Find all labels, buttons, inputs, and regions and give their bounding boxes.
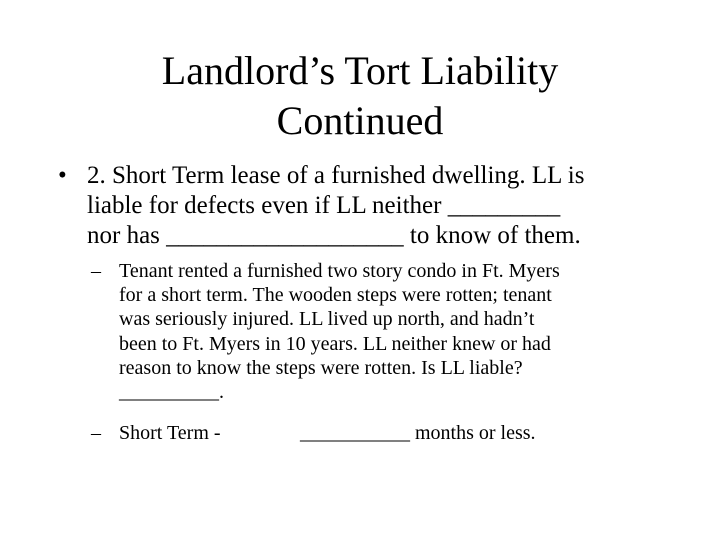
sub-bullet-example-line-4: been to Ft. Myers in 10 years. LL neither knew or had — [119, 332, 551, 355]
sub-bullet-marker: – — [91, 422, 101, 444]
sub-bullet-example-line-6: __________. — [119, 381, 224, 404]
sub-bullet-example-text — [119, 259, 679, 404]
main-bullet-line-1: 2. Short Term lease of a furnished dwelling. LL is — [87, 162, 585, 189]
short-term-blank-text: ___________ months or less. — [300, 422, 536, 444]
slide-title-line-2: Continued — [276, 98, 444, 143]
sub-bullet-example-line-5: reason to know the steps were rotten. Is LL liable? — [119, 356, 523, 379]
bullet-marker: • — [58, 162, 67, 189]
sub-bullet-short-term-text — [119, 421, 679, 445]
slide-title — [40, 46, 680, 146]
slide-title-line-1: Landlord’s Tort Liability — [161, 48, 559, 93]
sub-bullet-example-line-1: Tenant rented a furnished two story condo in Ft. Myers — [119, 260, 560, 282]
sub-bullet-example-line-3: was seriously injured. LL lived up north, and hadn’t — [119, 308, 535, 331]
sub-bullet-marker: – — [91, 260, 101, 282]
sub-bullet-example-line-2: for a short term. The wooden steps were rotten; tenant — [119, 284, 552, 307]
main-bullet-text — [87, 161, 697, 251]
main-bullet-line-2: liable for defects even if LL neither _________ — [87, 192, 561, 219]
short-term-label: Short Term - — [119, 422, 221, 444]
main-bullet-line-3: nor has ___________________ to know of them. — [87, 222, 581, 249]
